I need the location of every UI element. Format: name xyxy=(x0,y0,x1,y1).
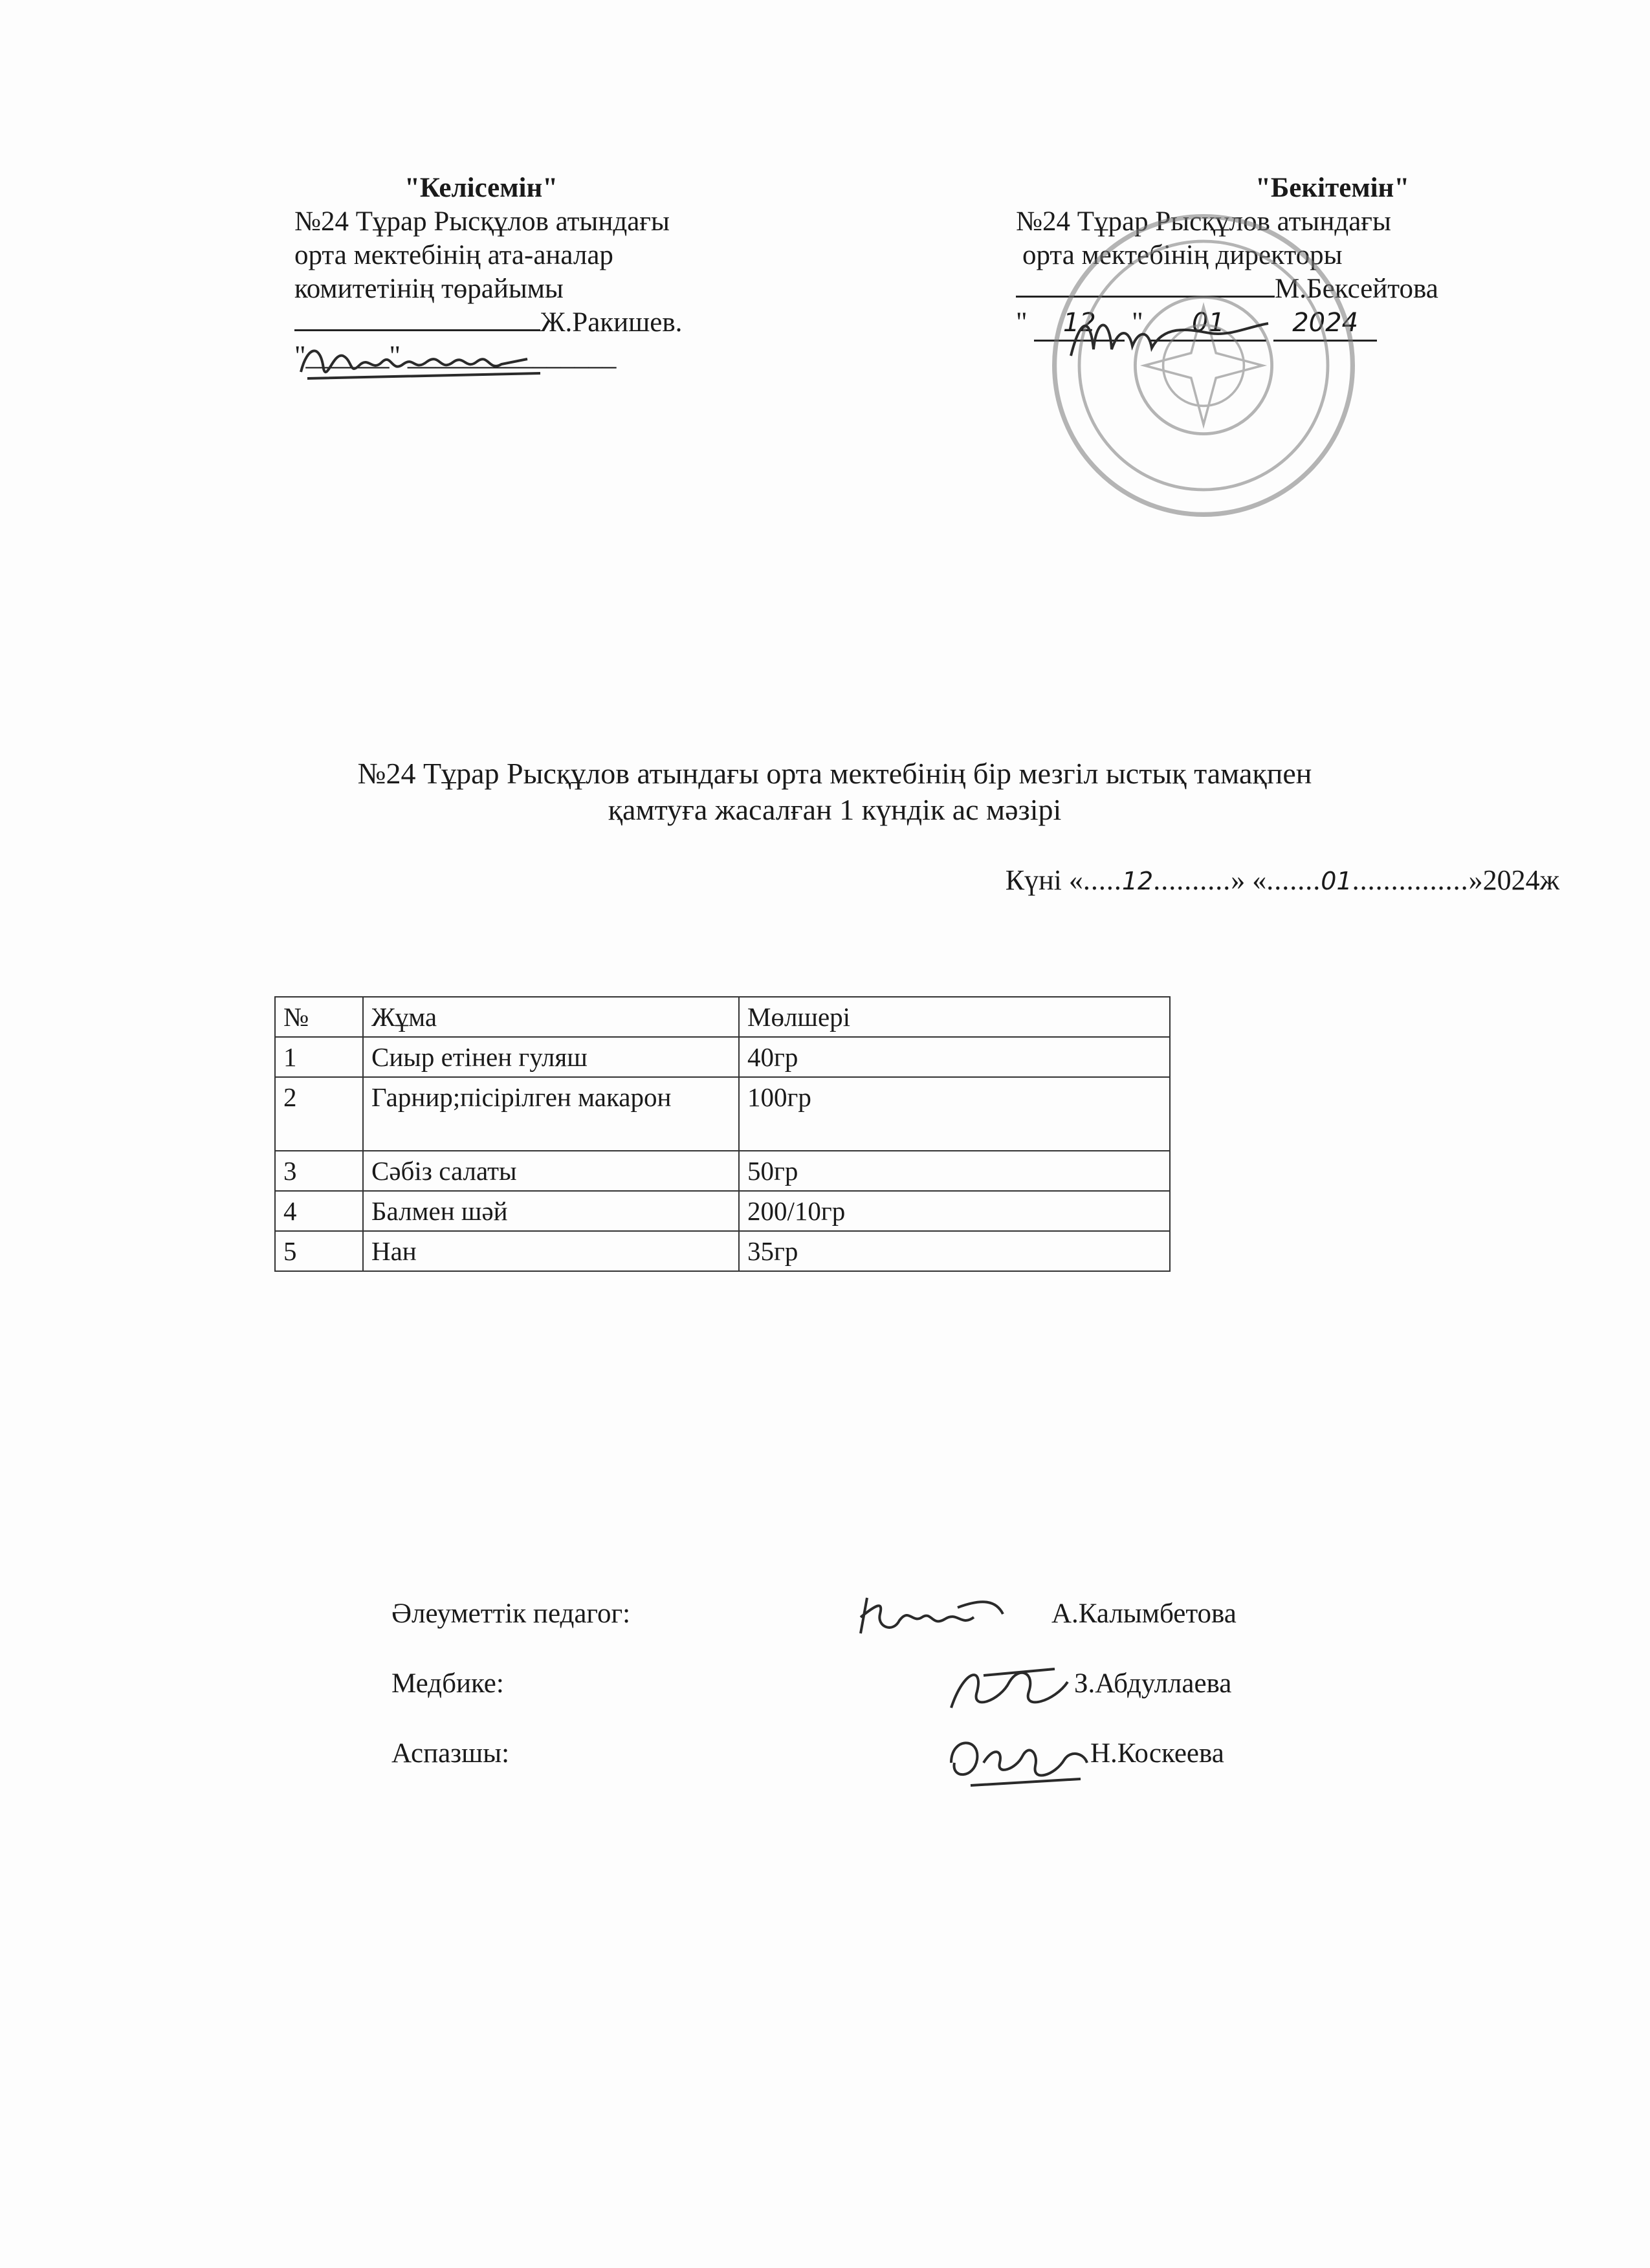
table-cell: Сәбіз салаты xyxy=(363,1151,739,1191)
table-cell: 50гр xyxy=(739,1151,1170,1191)
signatory-role: Медбике: xyxy=(391,1668,504,1699)
table-cell: 2 xyxy=(275,1077,363,1151)
approval-right-title: "Бекітемін" xyxy=(1255,173,1410,203)
approval-left-line2: орта мектебінің ата-аналар xyxy=(294,240,613,270)
table-cell: Балмен шәй xyxy=(363,1191,739,1231)
table-cell: 5 xyxy=(275,1231,363,1271)
table-cell: Сиыр етінен гуляш xyxy=(363,1037,739,1077)
approval-left-signer: Ж.Ракишев. xyxy=(540,307,683,338)
signatory-name: Н.Коскеева xyxy=(1090,1738,1224,1769)
table-header-cell: № xyxy=(275,997,363,1037)
approval-right-date-day: 12 xyxy=(1034,306,1125,342)
menu-table xyxy=(274,996,1171,1272)
table-cell: Нан xyxy=(363,1231,739,1271)
table-cell: Гарнир;пісірілген макарон xyxy=(363,1077,739,1151)
approval-left-line3: комитетінің төрайымы xyxy=(294,274,564,304)
table-row xyxy=(275,1231,1170,1271)
approval-right-signer: М.Бексейтова xyxy=(1275,274,1438,304)
document-date: Күні «.....12..........» «.......01...............»2024ж xyxy=(1005,864,1559,896)
document-date-day: 12 xyxy=(1121,867,1154,895)
handwritten-signature-cook xyxy=(932,1724,1100,1795)
table-cell: 200/10гр xyxy=(739,1191,1170,1231)
table-cell: 100гр xyxy=(739,1077,1170,1151)
approval-left-date: "______" _______________ xyxy=(294,341,617,371)
signature-line xyxy=(294,307,540,331)
table-header-row xyxy=(275,997,1170,1037)
table-header-cell: Жұма xyxy=(363,997,739,1037)
signatory-name: А.Калымбетова xyxy=(1051,1598,1237,1629)
approval-right-date-row: " 12 " 01 2024 xyxy=(1016,306,1438,342)
table-cell: 35гр xyxy=(739,1231,1170,1271)
handwritten-signature-nurse xyxy=(938,1656,1081,1721)
approval-left-title: "Келісемін" xyxy=(404,173,558,203)
approval-right-line1: №24 Тұрар Рысқұлов атындағы xyxy=(1016,206,1391,237)
table-cell: 4 xyxy=(275,1191,363,1231)
signatory-role: Әлеуметтік педагог: xyxy=(391,1598,631,1629)
document-title-line2: қамтуға жасалған 1 күндік ас мәзірі xyxy=(608,793,1062,826)
approval-right-date-year: 2024 xyxy=(1273,306,1377,342)
table-cell: 1 xyxy=(275,1037,363,1077)
approval-right-line2: орта мектебінің директоры xyxy=(1022,240,1343,270)
document-title-line1: №24 Тұрар Рысқұлов атындағы орта мектебінің бір мезгіл ыстық тамақпен xyxy=(357,757,1312,790)
table-cell: 40гр xyxy=(739,1037,1170,1077)
table-row xyxy=(275,1077,1170,1151)
table-row xyxy=(275,1151,1170,1191)
document-title xyxy=(246,756,1424,828)
handwritten-signature-social-pedagogue xyxy=(848,1588,1016,1646)
table-cell: 3 xyxy=(275,1151,363,1191)
signatory-role: Аспазшы: xyxy=(391,1738,510,1769)
handwritten-signature-right xyxy=(1061,311,1294,369)
signatory-row xyxy=(391,1668,1362,1713)
handwritten-signature-left xyxy=(294,333,553,391)
signatory-row xyxy=(391,1738,1362,1783)
table-header-cell: Мөлшері xyxy=(739,997,1170,1037)
table-row xyxy=(275,1037,1170,1077)
approval-left-line1: №24 Тұрар Рысқұлов атындағы xyxy=(294,206,670,237)
approval-right-date-month: 01 xyxy=(1150,306,1266,342)
table-row xyxy=(275,1191,1170,1231)
signatory-name: З.Абдуллаева xyxy=(1074,1668,1232,1699)
document-date-month: 01 xyxy=(1321,867,1352,895)
